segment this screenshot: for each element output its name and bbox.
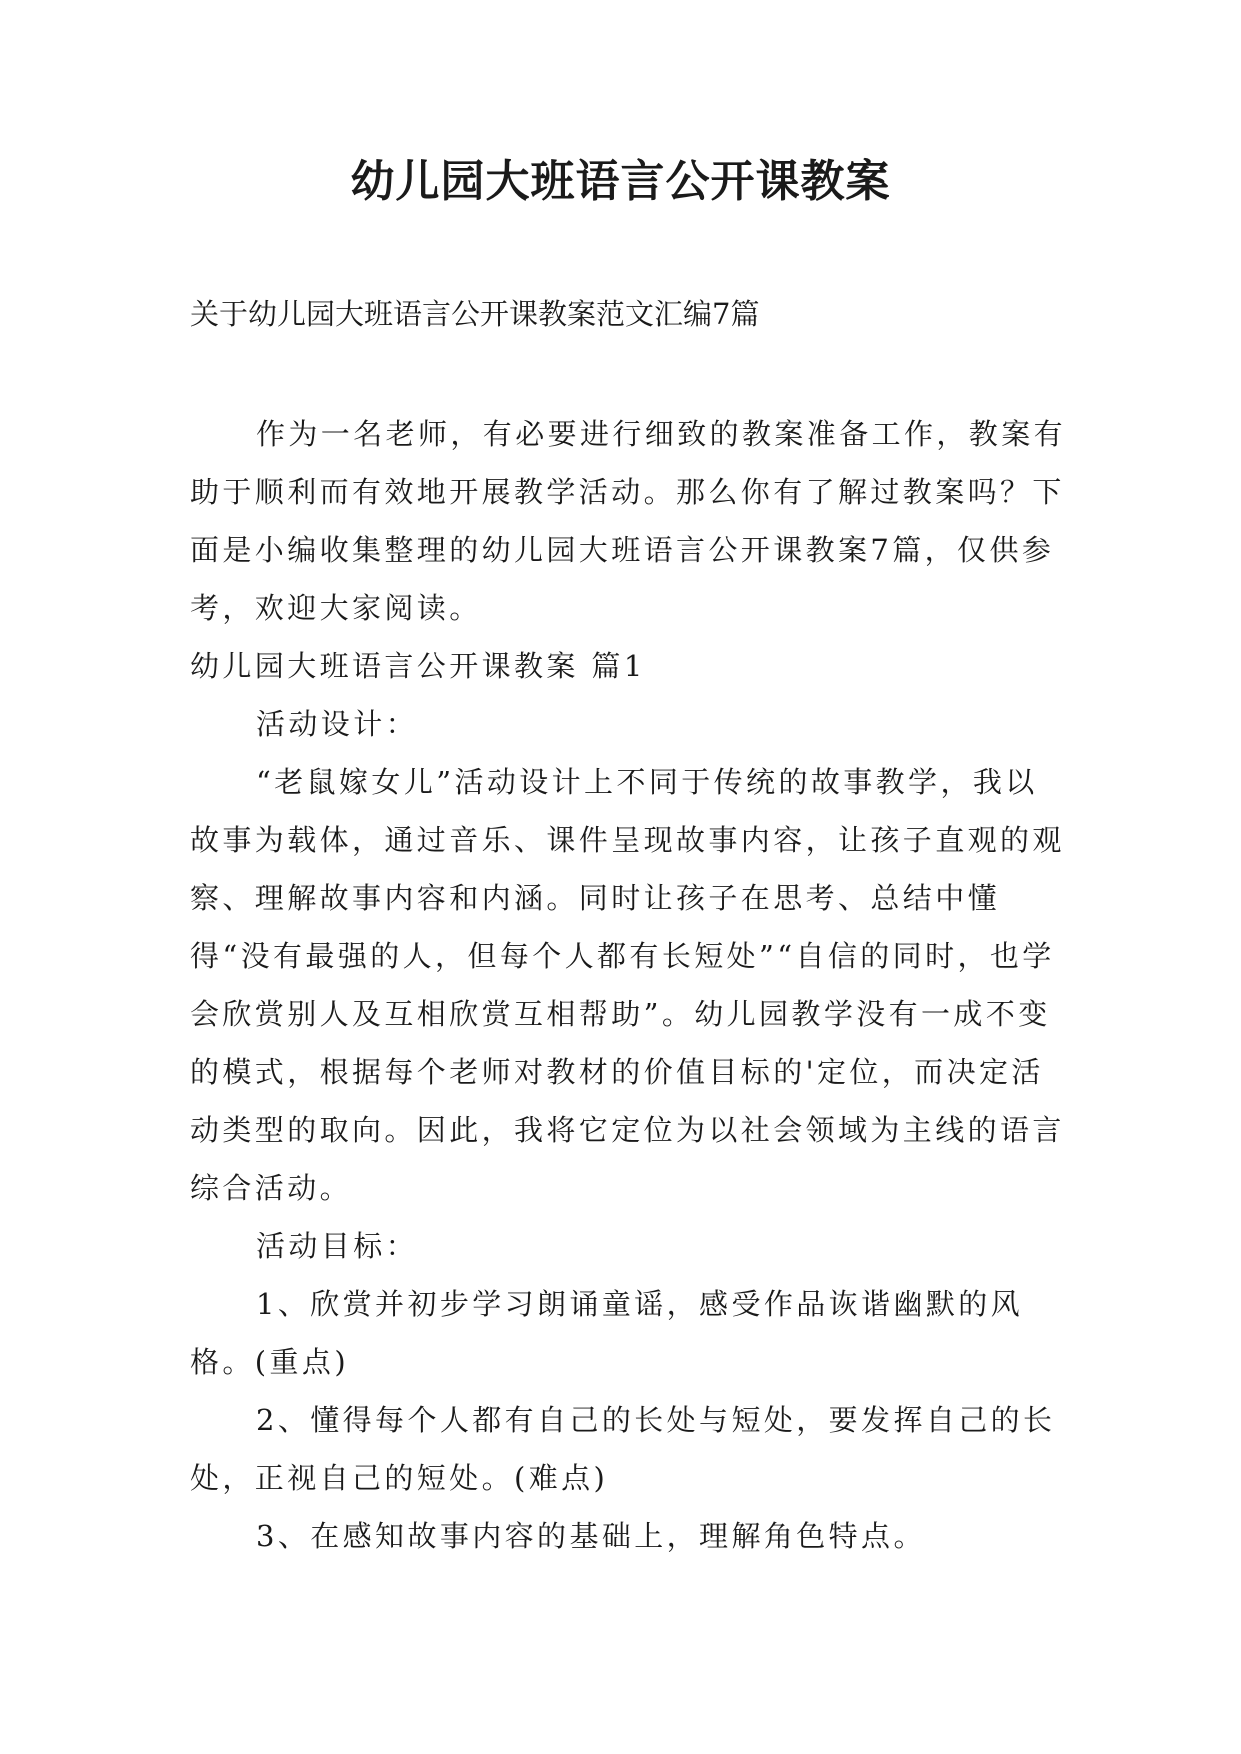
activity-design-paragraph: “老鼠嫁女儿”活动设计上不同于传统的故事教学，我以故事为载体，通过音乐、课件呈现故事内容，让孩子直观的观察、理解故事内容和内涵。同时让孩子在思考、总结中懂得“没有最强的人，但每个人都有长短处”“自信的同时，也学会欣赏别人及互相欣赏互相帮助”。幼儿园教学没有一成不变的模式，根据每个老师对教材的价值目标的'定位，而决定活动类型的取向。因此，我将它定位为以社会领域为主线的语言综合活动。 [190,765,1065,1205]
activity-goals-label: 活动目标： [256,1229,419,1263]
goal-item: 2、懂得每个人都有自己的长处与短处，要发挥自己的长处，正视自己的短处。(难点) [190,1403,1056,1495]
document-body [190,405,1070,1565]
document-subtitle: 关于幼儿园大班语言公开课教案范文汇编7篇 [190,297,760,331]
section-heading: 幼儿园大班语言公开课教案 篇1 [190,649,646,683]
activity-design-label: 活动设计： [256,707,419,741]
goal-item: 1、欣赏并初步学习朗诵童谣，感受作品诙谐幽默的风格。(重点) [190,1287,1024,1379]
goal-item: 3、在感知故事内容的基础上，理解角色特点。 [256,1519,926,1553]
document-title: 幼儿园大班语言公开课教案 [350,156,891,207]
intro-paragraph: 作为一名老师，有必要进行细致的教案准备工作，教案有助于顺利而有效地开展教学活动。那么你有了解过教案吗？下面是小编收集整理的幼儿园大班语言公开课教案7篇，仅供参考，欢迎大家阅读。 [190,417,1067,625]
